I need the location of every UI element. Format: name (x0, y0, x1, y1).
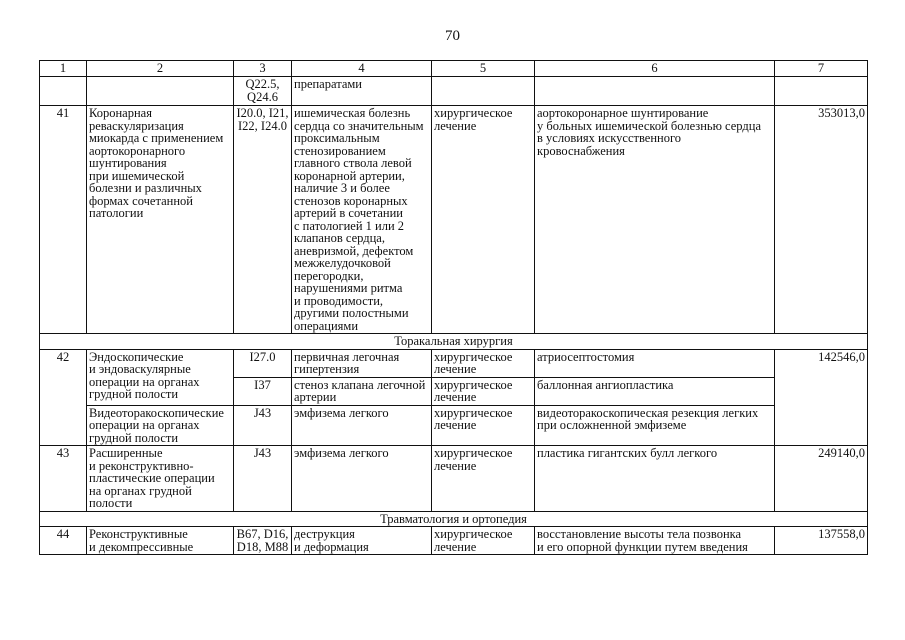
column-header: 7 (775, 61, 868, 77)
cell-patient-model: препаратами (292, 77, 432, 106)
column-header: 1 (40, 61, 87, 77)
cell-name: Видеоторакоскопические операции на органах грудной полости (87, 405, 234, 446)
cell-cost: 249140,0 (775, 446, 868, 512)
column-header: 2 (87, 61, 234, 77)
cell-name: Коронарная реваскуляризация миокарда с применением аортокоронарного шунтирования при ишемической болезни и различных формах сочетанной патологии (87, 106, 234, 334)
table-row-44 (40, 527, 868, 555)
cell-number (40, 77, 87, 106)
cell-number: 44 (40, 527, 87, 555)
cell-method: баллонная ангиопластика (535, 377, 775, 405)
table-row-42-c (40, 405, 868, 446)
cell-name: Расширенные и реконструктивно- пластические операции на органах грудной полости (87, 446, 234, 512)
cell-number: 42 (40, 349, 87, 446)
cell-patient-model: эмфизема легкого (292, 446, 432, 512)
cell-method (535, 77, 775, 106)
cell-method: атриосептостомия (535, 349, 775, 377)
cell-icd-code: J43 (234, 446, 292, 512)
cell-name: Эндоскопические и эндоваскулярные операции на органах грудной полости (87, 349, 234, 405)
cell-treatment-type: хирургическое лечение (432, 377, 535, 405)
table-row-continuation (40, 77, 868, 106)
cell-patient-model: стеноз клапана легочной артерии (292, 377, 432, 405)
column-number-row (40, 61, 868, 77)
section-heading-thoracic: Торакальная хирургия (40, 334, 868, 350)
table-row-43 (40, 446, 868, 512)
cell-name: Реконструктивные и декомпрессивные (87, 527, 234, 555)
cell-icd-code: I37 (234, 377, 292, 405)
column-header: 4 (292, 61, 432, 77)
cell-cost: 353013,0 (775, 106, 868, 334)
cell-patient-model: деструкция и деформация (292, 527, 432, 555)
cell-treatment-type: хирургическое лечение (432, 106, 535, 334)
cell-number: 43 (40, 446, 87, 512)
cell-method: видеоторакоскопическая резекция легких при осложненной эмфиземе (535, 405, 775, 446)
column-header: 5 (432, 61, 535, 77)
cell-treatment-type: хирургическое лечение (432, 349, 535, 377)
medical-care-table (39, 60, 868, 555)
cell-name (87, 77, 234, 106)
cell-treatment-type: хирургическое лечение (432, 405, 535, 446)
cell-cost: 142546,0 (775, 349, 868, 446)
cell-method: пластика гигантских булл легкого (535, 446, 775, 512)
cell-icd-code: I20.0, I21, I22, I24.0 (234, 106, 292, 334)
cell-method: восстановление высоты тела позвонка и его опорной функции путем введения (535, 527, 775, 555)
cell-treatment-type: хирургическое лечение (432, 446, 535, 512)
cell-treatment-type (432, 77, 535, 106)
section-heading-row (40, 334, 868, 350)
cell-number: 41 (40, 106, 87, 334)
cell-cost (775, 77, 868, 106)
table-row-41 (40, 106, 868, 334)
column-header: 3 (234, 61, 292, 77)
cell-patient-model: ишемическая болезнь сердца со значительным проксимальным стенозированием главного ствола левой коронарной артерии, наличие 3 и более стенозов коронарных артерий в сочетании с патологией 1 или 2 клапанов сердца, аневризмой, дефектом межжелудочковой перегородки, нарушениями ритма и проводимости, другими полостными операциями (292, 106, 432, 334)
cell-cost: 137558,0 (775, 527, 868, 555)
section-heading-row (40, 511, 868, 527)
table-row-42-a (40, 349, 868, 377)
cell-icd-code: Q22.5, Q24.6 (234, 77, 292, 106)
cell-method: аортокоронарное шунтирование у больных ишемической болезнью сердца в условиях искусственного кровоснабжения (535, 106, 775, 334)
cell-patient-model: эмфизема легкого (292, 405, 432, 446)
cell-patient-model: первичная легочная гипертензия (292, 349, 432, 377)
column-header: 6 (535, 61, 775, 77)
section-heading-trauma: Травматология и ортопедия (40, 511, 868, 527)
cell-treatment-type: хирургическое лечение (432, 527, 535, 555)
page-number: 70 (445, 28, 460, 44)
cell-icd-code: J43 (234, 405, 292, 446)
cell-icd-code: I27.0 (234, 349, 292, 377)
cell-icd-code: B67, D16, D18, M88 (234, 527, 292, 555)
